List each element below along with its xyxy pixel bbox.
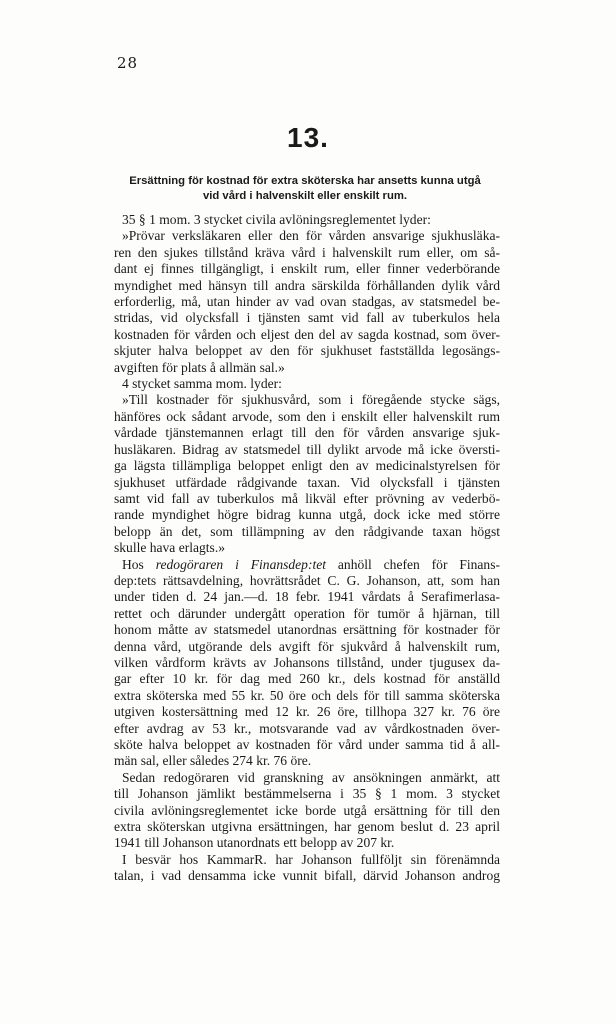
text-line: rande myndighet högre bidrag kunna utgå, dock icke med större bbox=[114, 507, 500, 523]
text-line: talan, i vad densamma icke vunnit bifall, därvid Johanson androg bbox=[114, 868, 500, 884]
text-line: extra sköterska med 55 kr. 50 öre och dels för till samma sköterska bbox=[114, 687, 500, 703]
body-text bbox=[114, 212, 500, 885]
paragraph bbox=[114, 557, 500, 770]
section-heading-line-1: Ersättning för kostnad för extra sköterska har ansetts kunna utgå bbox=[129, 175, 481, 187]
text-line: sköte halva beloppet av kostnaden för vård under samma tid å all- bbox=[114, 737, 500, 752]
section-number: 13. bbox=[287, 122, 329, 153]
text-line: utgiven kostersättning med 12 kr. 26 öre, tillhopa 327 kr. 76 öre bbox=[114, 704, 500, 720]
text-line: »Till kostnader för sjukhusvård, som i föregående stycke sägs, bbox=[122, 392, 500, 408]
text-line: myndighet med hänsyn till andra särskilda förhållanden dylik vård bbox=[114, 277, 500, 293]
text-line: ga lägsta tillämpliga beloppet enligt den av medicinalstyrelsen för bbox=[114, 458, 500, 474]
text-line: 35 § 1 mom. 3 stycket civila avlöningsreglementet lyder: bbox=[122, 212, 431, 227]
text-line: sjukhuset utfärdade rådgivande taxan. Vid olycksfall i tjänsten bbox=[114, 474, 500, 490]
text-line: belopp än det, som tillämpning av den rådgivande taxan högst bbox=[114, 523, 500, 539]
text-line: extra sköterskan utgivna ersättningen, har genom beslut d. 23 april bbox=[114, 819, 500, 835]
paragraph bbox=[114, 852, 500, 885]
text-line: kostnaden för vården och eljest den del av sagda kostnad, som över- bbox=[114, 326, 500, 342]
text-line: dep:tets rättsavdelning, hovrättsrådet C. G. Johanson, att, som han bbox=[114, 572, 500, 588]
paragraph bbox=[114, 212, 500, 228]
text-line: Hos redogöraren i Finansdep:tet anhöll chefen för Finans- bbox=[122, 556, 500, 572]
text-line: skjuter halva beloppet av den för sjukhuset fastställda legosängs- bbox=[114, 343, 500, 359]
paragraph bbox=[114, 770, 500, 852]
text-line: avgiften för plats å allmän sal.» bbox=[114, 359, 285, 375]
section-heading-line-2: vid vård i halvenskilt eller enskilt rum. bbox=[202, 190, 408, 202]
text-line: män sal, eller således 274 kr. 76 öre. bbox=[114, 753, 312, 769]
text-line: dant ej finnes tillgängligt, i enskilt rum, eller finner vederbörande bbox=[114, 261, 500, 277]
text-line: under tiden d. 24 jan.—d. 18 febr. 1941 vårdats å Serafimerlasa- bbox=[114, 589, 500, 605]
text-line: vårdade tjänstemannen erlagt till den för vården ansvarige sjuk- bbox=[114, 425, 500, 441]
text-line: »Prövar verksläkaren eller den för vården ansvarige sjukhusläka- bbox=[122, 228, 500, 244]
text-line: Sedan redogöraren vid granskning av ansökningen anmärkt, att bbox=[122, 769, 500, 785]
page-number: 28 bbox=[117, 54, 139, 72]
text-line: 4 stycket samma mom. lyder: bbox=[122, 376, 282, 392]
text-line: samt vid fall av tuberkulos må likväl efter prövning av vederbö- bbox=[114, 490, 500, 506]
paragraph bbox=[114, 392, 500, 556]
text-line: ren den sjukes tillstånd kräva vård i halvenskilt rum eller, om så- bbox=[114, 244, 500, 260]
section-heading bbox=[112, 174, 498, 204]
text-line: hänföres ock sådant arvode, som den i enskilt eller halvenskilt rum bbox=[114, 408, 500, 424]
text-line: I besvär hos KammarR. har Johanson fullföljt sin förenämnda bbox=[122, 851, 500, 867]
text-line: husläkaren. Bidrag av statsmedel till dylikt arvode må icke översti- bbox=[114, 441, 500, 457]
text-line: 1941 till Johanson utanordnats ett belopp av 207 kr. bbox=[114, 835, 395, 851]
text-line: erforderlig, må, utan hinder av vad ovan stadgas, av statsmedel be- bbox=[114, 294, 500, 310]
text-line: honom måtte av statsmedel utanordnas ersättning för kostnader för bbox=[114, 622, 500, 638]
paragraph bbox=[114, 376, 500, 392]
text-line: rettet och därunder undergått operation för tumör å hjärnan, till bbox=[114, 605, 500, 621]
text-line: vilken vårdform krävts av Johansons tillstånd, under tjugusex da- bbox=[114, 654, 500, 670]
text-line: efter avdrag av 53 kr., motsvarande vad av vårdkostnaden över- bbox=[114, 720, 500, 736]
text-line: denna vård, utgörande dels avgift för sjukvård å halvenskilt rum, bbox=[114, 638, 500, 654]
text-line: gar efter 10 kr. för dag med 260 kr., dels kostnad för anställd bbox=[114, 671, 500, 687]
text-line: skulle hava erlagts.» bbox=[114, 540, 225, 556]
paragraph bbox=[114, 228, 500, 376]
text-line: civila avlöningsreglementet icke borde utgå ersättning för till den bbox=[114, 802, 500, 818]
text-line: stridas, vid olycksfall i tjänsten samt vid fall av tuberkulos hela bbox=[114, 310, 500, 326]
text-line: till Johanson jämlikt bestämmelserna i 35 § 1 mom. 3 stycket bbox=[114, 786, 500, 802]
